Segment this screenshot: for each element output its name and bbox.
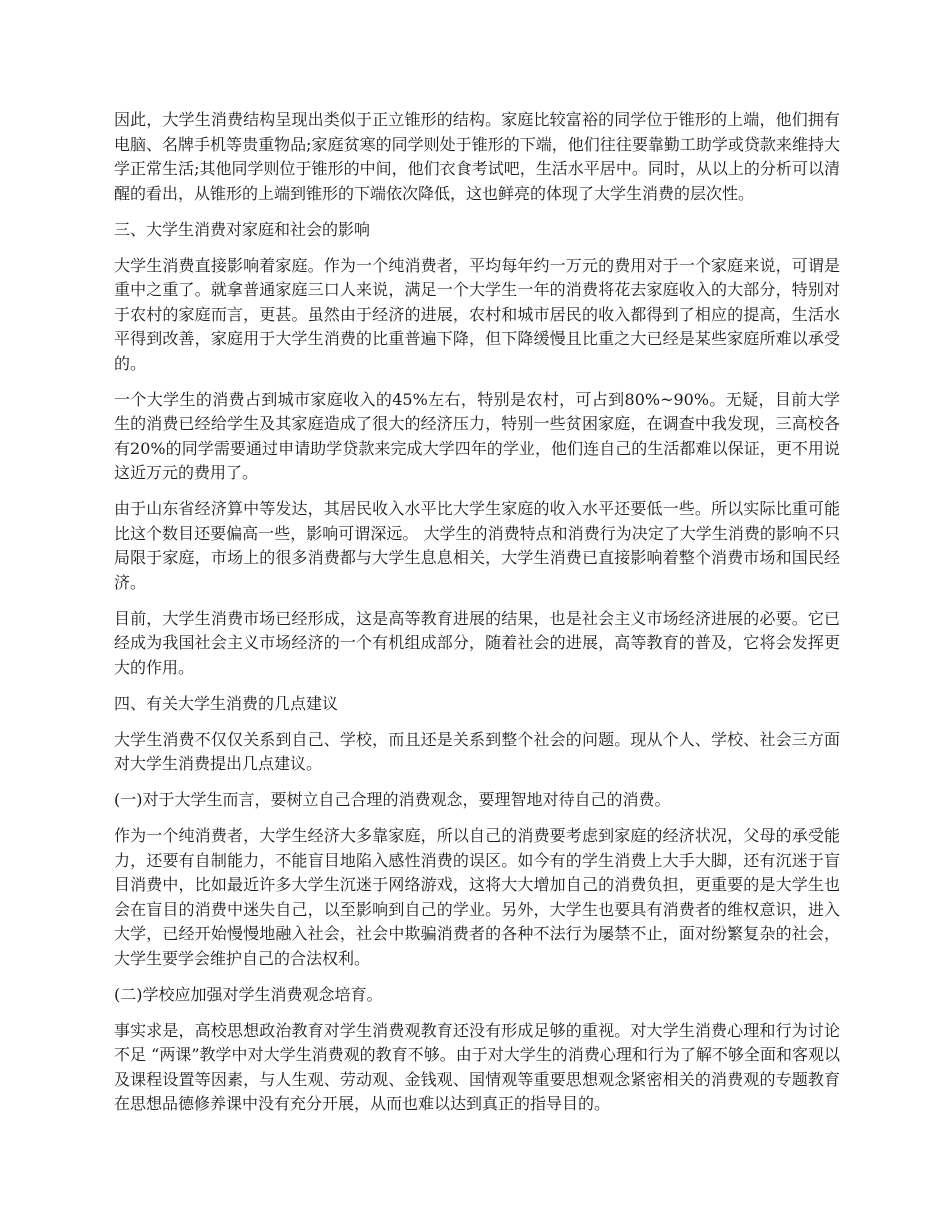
paragraph-suggestions-intro: 大学生消费不仅仅关系到自己、学校，而且还是关系到整个社会的问题。现从个人、学校、社会三方面对大学生消费提出几点建议。	[114, 729, 840, 773]
subheading-students: (一)对于大学生而言，要树立自己合理的消费观念，要理智地对待自己的消费。	[114, 790, 671, 809]
paragraph-consumption-structure: 因此，大学生消费结构呈现出类似于正立锥形的结构。家庭比较富裕的同学位于锥形的上端，他们拥有电脑、名牌手机等贵重物品;家庭贫寒的同学则处于锥形的下端，他们往往要靠勤工助学或贷款来维持大学正常生活;其他同学则位于锥形的中间，他们衣食考试吧，生活水平居中。同时，从以上的分析可以清醒的看出，从锥形的上端到锥形的下端依次降低，这也鲜亮的体现了大学生消费的层次性。	[114, 110, 840, 203]
paragraph-market: 目前，大学生消费市场已经形成，这是高等教育进展的结果，也是社会主义市场经济进展的必要。它已经成为我国社会主义市场经济的一个有机组成部分，随着社会的进展，高等教育的普及，它将会发挥更大的作用。	[114, 608, 840, 677]
section-heading-suggestions: 四、有关大学生消费的几点建议	[114, 693, 339, 713]
document-body	[114, 108, 840, 1128]
paragraph-schools: 事实求是，高校思想政治教育对学生消费观教育还没有形成足够的重视。对大学生消费心理和行为讨论不足 “两课”教学中对大学生消费观的教育不够。由于对大学生的消费心理和行为了解不够全面和客观以及课程设置等因素，与人生观、劳动观、金钱观、国情观等重要思想观念紧密相关的消费观的专题教育在思想品德修养课中没有充分开展，从而也难以达到真正的指导目的。	[114, 1020, 840, 1113]
section-heading-impact: 三、大学生消费对家庭和社会的影响	[114, 219, 371, 239]
paragraph-family-impact: 大学生消费直接影响着家庭。作为一个纯消费者，平均每年约一万元的费用对于一个家庭来说，可谓是重中之重了。就拿普通家庭三口人来说，满足一个大学生一年的消费将花去家庭收入的大部分，特别对于农村的家庭而言，更甚。虽然由于经济的进展，农村和城市居民的收入都得到了相应的提高，生活水平得到改善，家庭用于大学生消费的比重普遍下降，但下降缓慢且比重之大已经是某些家庭所难以承受的。	[114, 255, 840, 373]
paragraph-students: 作为一个纯消费者，大学生经济大多靠家庭，所以自己的消费要考虑到家庭的经济状况，父母的承受能力，还要有自制能力，不能盲目地陷入感性消费的误区。如今有的学生消费上大手大脚，还有沉迷于盲目消费中，比如最近许多大学生沉迷于网络游戏，这将大大增加自己的消费负担，更重要的是大学生也会在盲目的消费中迷失自己，以至影响到自己的学业。另外，大学生也要具有消费者的维权意识，进入大学，已经开始慢慢地融入社会，社会中欺骗消费者的各种不法行为屡禁不止，面对纷繁复杂的社会，大学生要学会维护自己的合法权利。	[114, 826, 840, 968]
paragraph-shandong: 由于山东省经济算中等发达，其居民收入水平比大学生家庭的收入水平还要低一些。所以实际比重可能比这个数目还要偏高一些，影响可谓深远。 大学生的消费特点和消费行为决定了大学生消费的影响不只局限于家庭，市场上的很多消费都与大学生息息相关，大学生消费已直接影响着整个消费市场和国民经济。	[114, 499, 840, 592]
subheading-schools: (二)学校应加强对学生消费观念培育。	[114, 984, 383, 1004]
paragraph-income-share: 一个大学生的消费占到城市家庭收入的45%左右，特别是农村，可占到80%~90%。无疑，目前大学生的消费已经给学生及其家庭造成了很大的经济压力，特别一些贫困家庭，在调查中我发现，三高校各有20%的同学需要通过申请助学贷款来完成大学四年的学业，他们连自己的生活都难以保证，更不用说这近万元的费用了。	[114, 389, 840, 482]
